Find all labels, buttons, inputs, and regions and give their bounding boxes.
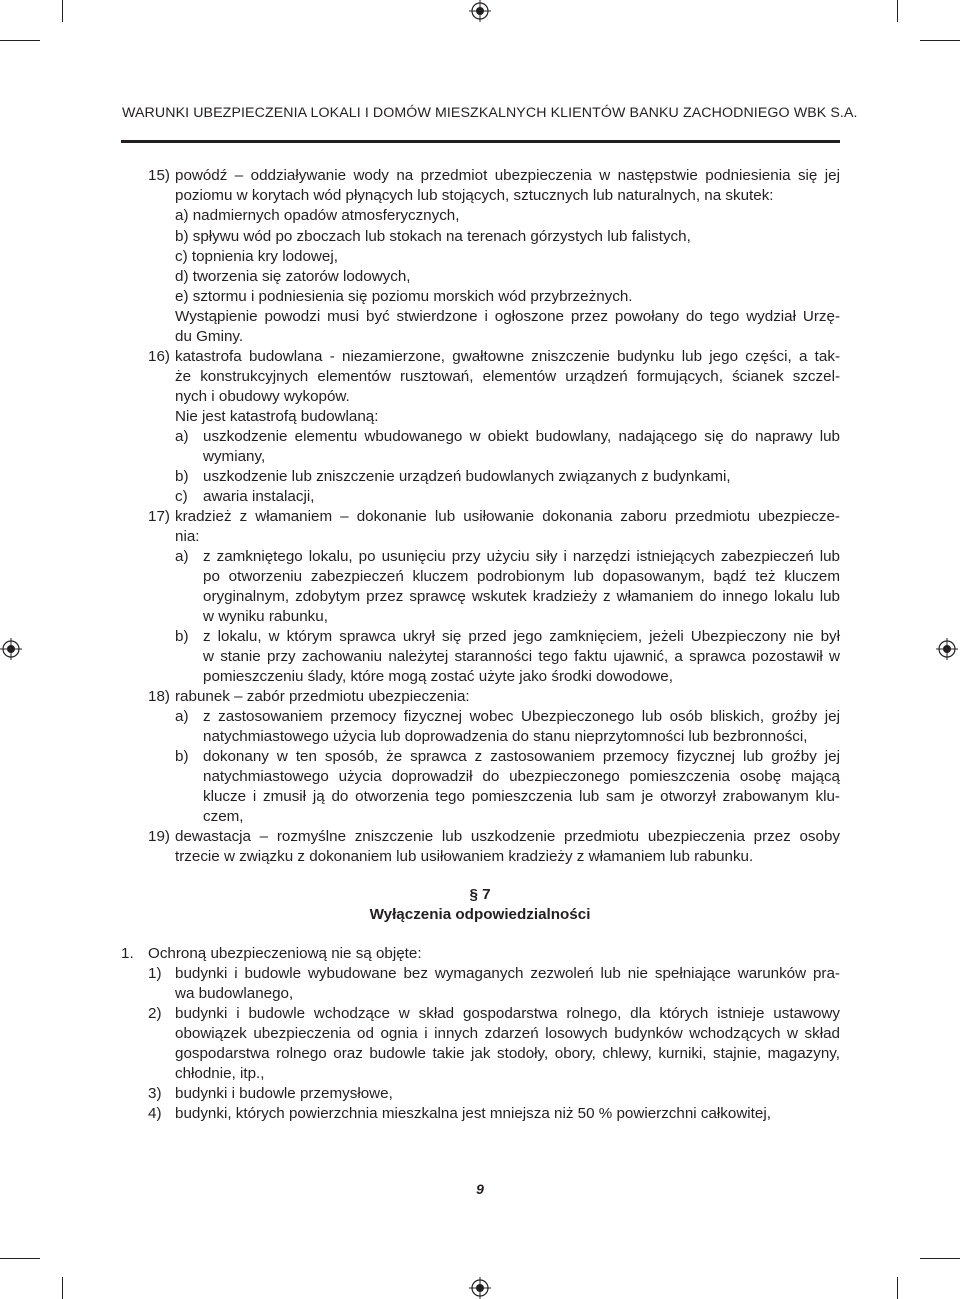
text-line: uszkodzenie lub zniszczenie urządzeń budowlanych związanych z budynkami, [203, 468, 731, 485]
text-line: natychmiastowego użycia lub doprowadzenia do stanu nieprzytomności lub bezbronności, [203, 728, 808, 745]
text-line: pomieszczeniu ślady, które mogą zostać użyte jako środki dowodowe, [203, 668, 673, 685]
text-line: powódź – oddziaływanie wody na przedmiot ubezpieczenia w następstwie podniesienia się jej [175, 167, 840, 184]
document-header: WARUNKI UBEZPIECZENIA LOKALI I DOMÓW MIESZKALNYCH KLIENTÓW BANKU ZACHODNIEGO WBK S.A. [122, 105, 858, 121]
header-rule [121, 140, 840, 143]
text-line: a) nadmiernych opadów atmosferycznych, [175, 207, 460, 224]
registration-mark-icon [469, 1277, 491, 1299]
item-marker: c) [175, 488, 188, 505]
item-marker: 17) [148, 508, 170, 525]
text-line: Wystąpienie powodzi musi być stwierdzone i ogłoszone przez powołany do tego wydział Urzę- [175, 308, 840, 325]
text-line: że konstrukcyjnych elementów rusztowań, elementów urządzeń formujących, ścianek szczel- [175, 368, 840, 385]
text-line: w wyniku rabunku, [203, 608, 328, 625]
crop-mark-bottom-right-horizontal [920, 1258, 960, 1259]
text-line: kradzież z włamaniem – dokonanie lub usiłowanie dokonania zaboru przedmiotu ubezpiecze- [175, 508, 840, 525]
text-line: budynki i budowle wybudowane bez wymaganych zezwoleń lub nie spełniające warunków pra- [175, 965, 840, 982]
item-marker: a) [175, 428, 189, 445]
text-line: z zastosowaniem przemocy fizycznej wobec Ubezpieczonego lub osób bliskich, groźby jej [203, 708, 840, 725]
crop-mark-bottom-left-horizontal [0, 1258, 40, 1259]
item-marker: b) [175, 748, 189, 765]
text-line: nia: [175, 528, 200, 545]
text-line: awaria instalacji, [203, 488, 315, 505]
text-line: dokonany w ten sposób, że sprawca z zastosowaniem przemocy fizycznej lub groźby jej [203, 748, 840, 765]
text-line: d) tworzenia się zatorów lodowych, [175, 268, 411, 285]
item-marker: 2) [148, 1005, 162, 1022]
crop-mark-right-horizontal [920, 40, 960, 41]
text-line: nych i obudowy wykopów. [175, 388, 350, 405]
text-line: oryginalnym, zdobytym przez sprawcę wskutek kradzieży z włamaniem do innego lokalu lub [203, 588, 840, 605]
item-marker: b) [175, 628, 189, 645]
text-line: b) spływu wód po zboczach lub stokach na terenach górzystych lub falistych, [175, 228, 691, 245]
text-line: gospodarstwa rolnego oraz budowle takie jak stodoły, obory, chlewy, kurniki, stajnie, magazyny, [175, 1045, 840, 1062]
page-number: 9 [476, 1181, 484, 1197]
text-line: natychmiastowego użycia doprowadził do ubezpieczonego pomieszczenia osobę mającą [203, 768, 840, 785]
text-line: rabunek – zabór przedmiotu ubezpieczenia: [175, 688, 470, 705]
text-line: budynki i budowle wchodzące w skład gospodarstwa rolnego, dla których istnieje ustawowy [175, 1005, 840, 1022]
registration-mark-icon [469, 0, 491, 22]
crop-mark-bottom-right [897, 1277, 898, 1299]
item-marker: 1) [148, 965, 162, 982]
text-line: wa budowlanego, [175, 985, 294, 1002]
registration-mark-icon [0, 638, 22, 660]
crop-mark-top-right [897, 0, 898, 22]
text-line: katastrofa budowlana - niezamierzone, gwałtowne zniszczenie budynku lub jego części, a tak- [175, 348, 840, 365]
text-line: budynki, których powierzchnia mieszkalna jest mniejsza niż 50 % powierzchni całkowitej, [175, 1105, 771, 1122]
section-number: § 7 [469, 886, 491, 903]
text-line: trzecie w związku z dokonaniem lub usiłowaniem kradzieży z włamaniem lub rabunku. [175, 848, 754, 865]
item-marker: b) [175, 468, 189, 485]
item-marker: 15) [148, 167, 170, 184]
item-marker: 16) [148, 348, 170, 365]
item-marker: 1. [121, 945, 134, 962]
text-line: z lokalu, w którym sprawca ukrył się przed jego zamknięciem, jeżeli Ubezpieczony nie był [203, 628, 840, 645]
crop-mark-top-left [62, 0, 63, 22]
text-line: e) sztormu i podniesienia się poziomu morskich wód przybrzeżnych. [175, 288, 633, 305]
item-marker: a) [175, 708, 189, 725]
text-line: Nie jest katastrofą budowlaną: [175, 408, 379, 425]
item-marker: 18) [148, 688, 170, 705]
text-line: poziomu w korytach wód płynących lub stojących, sztucznych lub naturalnych, na skutek: [175, 187, 774, 204]
text-line: dewastacja – rozmyślne zniszczenie lub uszkodzenie przedmiotu ubezpieczenia przez osoby [175, 828, 840, 845]
item-marker: 19) [148, 828, 170, 845]
text-line: budynki i budowle przemysłowe, [175, 1085, 393, 1102]
text-line: du Gminy. [175, 328, 244, 345]
registration-mark-icon [936, 638, 958, 660]
text-line: uszkodzenie elementu wbudowanego w obiekt budowlany, nadającego się do naprawy lub [203, 428, 840, 445]
text-line: Ochroną ubezpieczeniową nie są objęte: [148, 945, 422, 962]
item-marker: 3) [148, 1085, 162, 1102]
text-line: w stanie przy zachowaniu należytej staranności tego faktu ujawnić, a sprawca pozostawił w [203, 648, 840, 665]
text-line: klucze i zmusił ją do otworzenia tego pomieszczenia lub sam je otworzył zrabowanym klu- [203, 788, 840, 805]
item-marker: 4) [148, 1105, 162, 1122]
crop-mark-bottom-left [62, 1277, 63, 1299]
text-line: c) topnienia kry lodowej, [175, 248, 338, 265]
text-line: po otworzeniu zabezpieczeń kluczem podrobionym lub dopasowanym, bądź też kluczem [203, 568, 840, 585]
text-line: chłodnie, itp., [175, 1065, 265, 1082]
text-line: z zamkniętego lokalu, po usunięciu przy użyciu siły i narzędzi istniejących zabezpieczeń lub [203, 548, 840, 565]
text-line: obowiązek ubezpieczenia od ognia i innych zdarzeń losowych budynków wchodzących w skład [175, 1025, 840, 1042]
crop-mark-left-horizontal [0, 40, 40, 41]
text-line: wymiany, [203, 448, 266, 465]
item-marker: a) [175, 548, 189, 565]
text-line: czem, [203, 808, 244, 825]
section-title: Wyłączenia odpowiedzialności [369, 906, 591, 923]
